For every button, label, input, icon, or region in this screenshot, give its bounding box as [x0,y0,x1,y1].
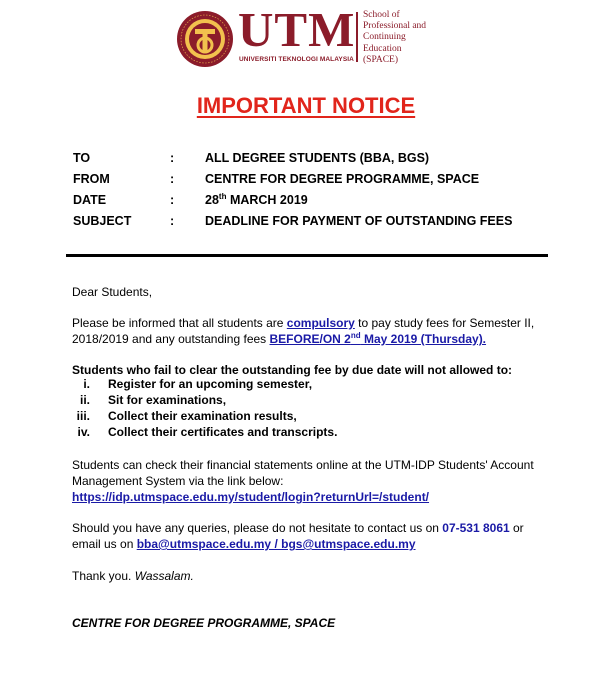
list-text: Register for an upcoming semester, [108,377,313,391]
list-number: iv. [77,425,90,439]
school-name [363,10,426,66]
thanks-text: Thank you. [72,569,135,583]
memo-sep: : [170,193,175,207]
deadline-suffix: nd [350,331,361,340]
compulsory-link[interactable]: compulsory [286,316,355,330]
memo-sep: : [170,151,175,165]
title-text: IMPORTANT NOTICE [196,93,416,118]
paragraph-statements [72,457,552,505]
list-text: Collect their certificates and transcripts. [108,425,338,439]
closing [72,568,552,584]
date-suffix: th [218,191,227,201]
memo-value-from: CENTRE FOR DEGREE PROGRAMME, SPACE [205,172,480,186]
phone-number[interactable]: 07-531 8061 [442,521,510,535]
paragraph-contact [72,520,552,552]
school-line: (SPACE) [363,54,399,65]
deadline-link[interactable] [270,332,487,346]
paragraph-fees [72,315,552,347]
para3-text: Should you have any queries, please do not hesitate to contact us on [72,521,443,535]
utm-wordmark: UTM [238,2,356,57]
header-rule [66,254,548,257]
email-links[interactable]: bba@utmspace.edu.my / bgs@utmspace.edu.my [136,537,416,551]
list-text: Collect their examination results, [108,409,297,423]
signature: CENTRE FOR DEGREE PROGRAMME, SPACE [72,616,336,630]
memo-value-subject: DEADLINE FOR PAYMENT OF OUTSTANDING FEES [205,214,513,228]
deadline-text: May 2019 (Thursday). [360,332,487,346]
memo-key-date: DATE [73,193,107,207]
list-text: Sit for examinations, [108,393,227,407]
para1-text: Please be informed that all students are [72,316,287,330]
memo-sep: : [170,214,175,228]
school-line: Professional and [363,21,427,32]
utm-seal-logo [176,10,234,68]
list-number: iii. [76,409,90,423]
school-line: Education [363,43,402,54]
page-title [0,93,612,119]
memo-value-to: ALL DEGREE STUDENTS (BBA, BGS) [205,151,430,165]
memo-key-from: FROM [73,172,110,186]
list-number: ii. [79,393,90,407]
para2-text: Students can check their financial statements online at the UTM-IDP Students' Account Management System via the link below: [72,458,534,488]
list-number: i. [83,377,90,391]
memo-value-date [205,193,308,207]
greeting: Dear Students, [72,285,153,299]
school-line: School of [363,10,400,20]
date-day: 28 [205,193,219,207]
memo-key-subject: SUBJECT [73,214,132,228]
list-intro: Students who fail to clear the outstanding fee by due date will not allowed to: [72,363,513,377]
school-line: Continuing [363,32,406,43]
logo-divider [356,12,358,62]
memo-sep: : [170,172,175,186]
memo-key-to: TO [73,151,91,165]
para1-text: to pay study fees for Semester II, 2018/2019 and any outstanding fees [72,316,535,346]
date-month-year: MARCH 2019 [226,193,308,207]
para3-text: or email us on [72,521,524,551]
deadline-text: BEFORE/ON 2 [269,332,351,346]
idp-portal-link[interactable]: https://idp.utmspace.edu.my/student/login?returnUrl=/student/ [72,490,430,504]
wassalam-text: Wassalam. [134,569,194,583]
university-name: UNIVERSITI TEKNOLOGI MALAYSIA [239,56,354,63]
